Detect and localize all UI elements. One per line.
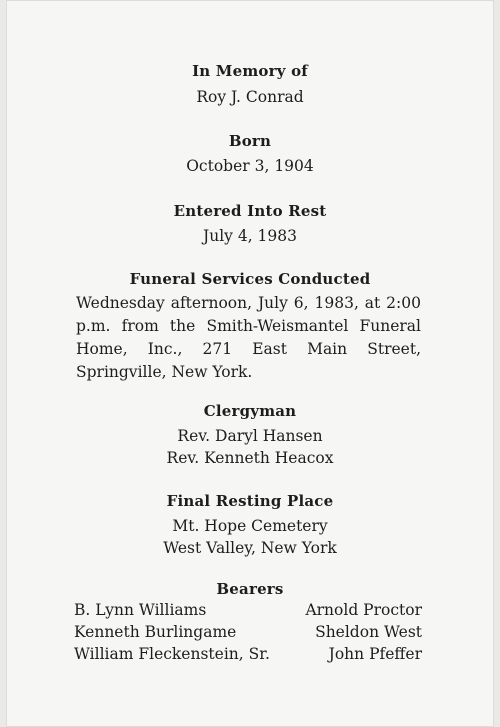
deceased-name: Roy J. Conrad [196,88,304,106]
bearer-name: B. Lynn Williams [74,601,207,619]
clergy-heading: Clergyman [203,402,297,420]
cemetery-location: West Valley, New York [163,539,337,557]
memory-heading: In Memory of [192,62,308,80]
rest-heading: Entered Into Rest [173,202,327,220]
clergy-name-2: Rev. Kenneth Heacox [166,449,334,467]
services-heading: Funeral Services Conducted [129,270,371,288]
cemetery-name: Mt. Hope Cemetery [172,517,328,535]
bearer-name: Arnold Proctor [305,601,422,619]
resting-heading: Final Resting Place [166,492,334,510]
bearer-name: Kenneth Burlingame [74,623,237,641]
birth-date: October 3, 1904 [186,157,314,175]
born-heading: Born [228,132,272,150]
clergy-name-1: Rev. Daryl Hansen [177,427,323,445]
bearer-name: William Fleckenstein, Sr. [74,645,270,663]
death-date: July 4, 1983 [203,227,297,245]
bearers-row [74,643,422,665]
bearer-name: John Pfeffer [328,645,422,663]
bearers-row [74,621,422,643]
bearers-heading: Bearers [216,580,284,598]
bearers-list [74,599,422,665]
bearers-row [74,599,422,621]
services-text: Wednesday afternoon, July 6, 1983, at 2:00 p.m. from the Smith-Weismantel Funeral Home, Inc., 271 East Main Street, Springville, New York. [76,294,421,381]
bearer-name: Sheldon West [315,623,422,641]
